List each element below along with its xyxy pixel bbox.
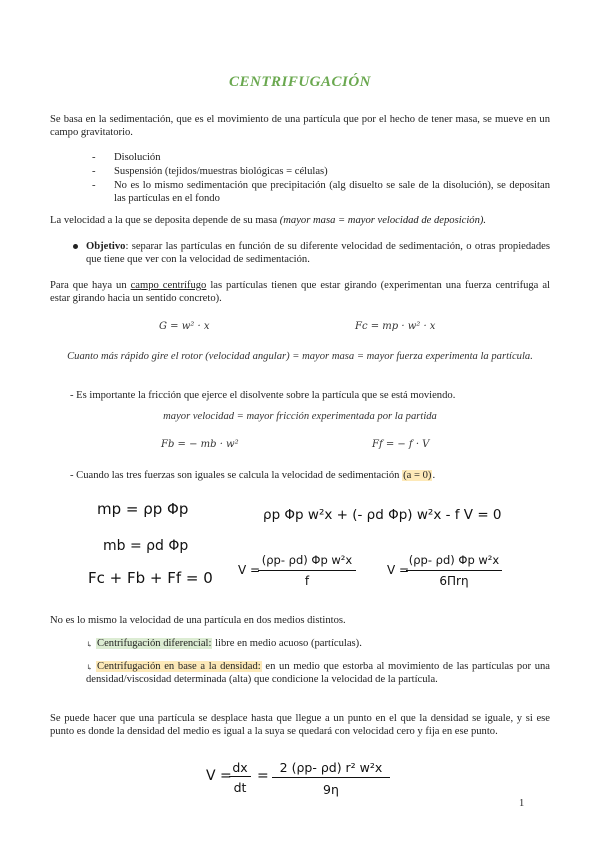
two-media-paragraph: No es lo mismo la velocidad de una partícula en dos medios distintos. (50, 615, 346, 626)
intro-paragraph: Se basa en la sedimentación, que es el movimiento de una partícula que por el hecho de tener masa, se mueve en un campo gravitatorio. (50, 114, 550, 139)
hand-eq-mp: mp = ρp Φp (97, 500, 189, 518)
hand-v2-fraction-line (406, 570, 502, 571)
equation-ff: Ff = − f · V (372, 439, 430, 450)
a-zero-highlight: (a = 0) (403, 470, 432, 481)
hand-v1-prefix: V = (238, 563, 261, 577)
equation-fb: Fb = − mb · w² (161, 439, 239, 450)
equation-g: G = w² · x (159, 321, 210, 332)
corner-arrow-icon: ↳ (86, 663, 93, 672)
hand-v1-fraction-line (258, 570, 356, 571)
final-eq-dxdt-line (229, 776, 251, 777)
velocity-paragraph: La velocidad a la que se deposita depende de su masa (mayor masa = mayor velocidad de deposición). (50, 215, 487, 226)
hand-eq-sum: Fc + Fb + Ff = 0 (88, 569, 213, 587)
sub-item-densidad: ↳ Centrifugación en base a la densidad: en un medio que estorba al movimiento de las partículas por una densidad/viscosidad determinada (alta) que condicione la velocidad de la partícula. (86, 661, 550, 686)
friction-note: - Es importante la fricción que ejerce el disolvente sobre la partícula que se está moviendo. (70, 390, 456, 401)
objetivo-paragraph: Objetivo: separar las partículas en función de su diferente velocidad de sedimentación, o otras propiedades que tiene que ver con la velocidad de sedimentación. (86, 241, 550, 266)
sub-item-diferencial: ↳ Centrifugación diferencial: libre en medio acuoso (partículas). (86, 637, 550, 650)
hand-v2-prefix: V = (387, 563, 410, 577)
hand-v2-numerator: (ρp- ρd) Φp w²x (408, 553, 500, 567)
equation-fc: Fc = mp · w² · x (355, 321, 436, 332)
final-eq-prefix: V = (206, 768, 232, 784)
page-title: CENTRIFUGACIÓN (228, 74, 372, 90)
final-eq-equals: = (257, 768, 269, 784)
hand-v2-denominator: 6Πrη (439, 574, 469, 588)
dash-item-suspension: - Suspensión (tejidos/muestras biológicas = células) (92, 166, 328, 177)
dash-item-precipitacion: - No es lo mismo sedimentación que precipitación (alg disuelto se sale de la disolución), se depositan las partículas en el fondo (92, 180, 550, 205)
hand-eq-balance: ρp Φp w²x + (- ρd Φp) w²x - f V = 0 (263, 507, 502, 523)
hand-eq-mb: mb = ρd Φp (103, 538, 189, 554)
final-eq-fraction-line (272, 777, 390, 778)
hand-v1-denominator: f (304, 574, 310, 588)
density-paragraph: Se puede hacer que una partícula se desplace hasta que llegue a un punto en el que la densidad se iguale, y si ese punto es donde la densidad del medio es igual a la suya se quedará con velocidad cero y fija en ese punto. (50, 713, 550, 738)
centrifugal-paragraph: Para que haya un campo centrífugo las partículas tienen que estar girando (experimentan una fuerza centrifuga al estar girando hacia un sentido concreto). (50, 280, 551, 305)
final-eq-denominator: 9η (323, 782, 339, 797)
rotor-note: Cuanto más rápido gire el rotor (velocidad angular) = mayor masa = mayor fuerza experimenta la partícula. (67, 351, 533, 362)
final-eq-numerator: 2 (ρp- ρd) r² w²x (279, 760, 383, 775)
forces-equal-note: - Cuando las tres fuerzas son iguales se calcula la velocidad de sedimentación (a = 0). (70, 470, 436, 481)
hand-v1-numerator: (ρp- ρd) Φp w²x (261, 553, 353, 567)
friction-italic: mayor velocidad = mayor fricción experimentada por la partida (163, 411, 437, 422)
final-eq-dx: dx (232, 760, 248, 775)
dash-item-disolucion: - Disolución (92, 152, 161, 163)
page-number: 1 (519, 798, 525, 809)
campo-centrifugo-term: campo centrífugo (130, 280, 207, 291)
corner-arrow-icon: ↳ (86, 640, 93, 649)
final-eq-dt: dt (233, 780, 247, 795)
bullet-icon (73, 244, 78, 249)
